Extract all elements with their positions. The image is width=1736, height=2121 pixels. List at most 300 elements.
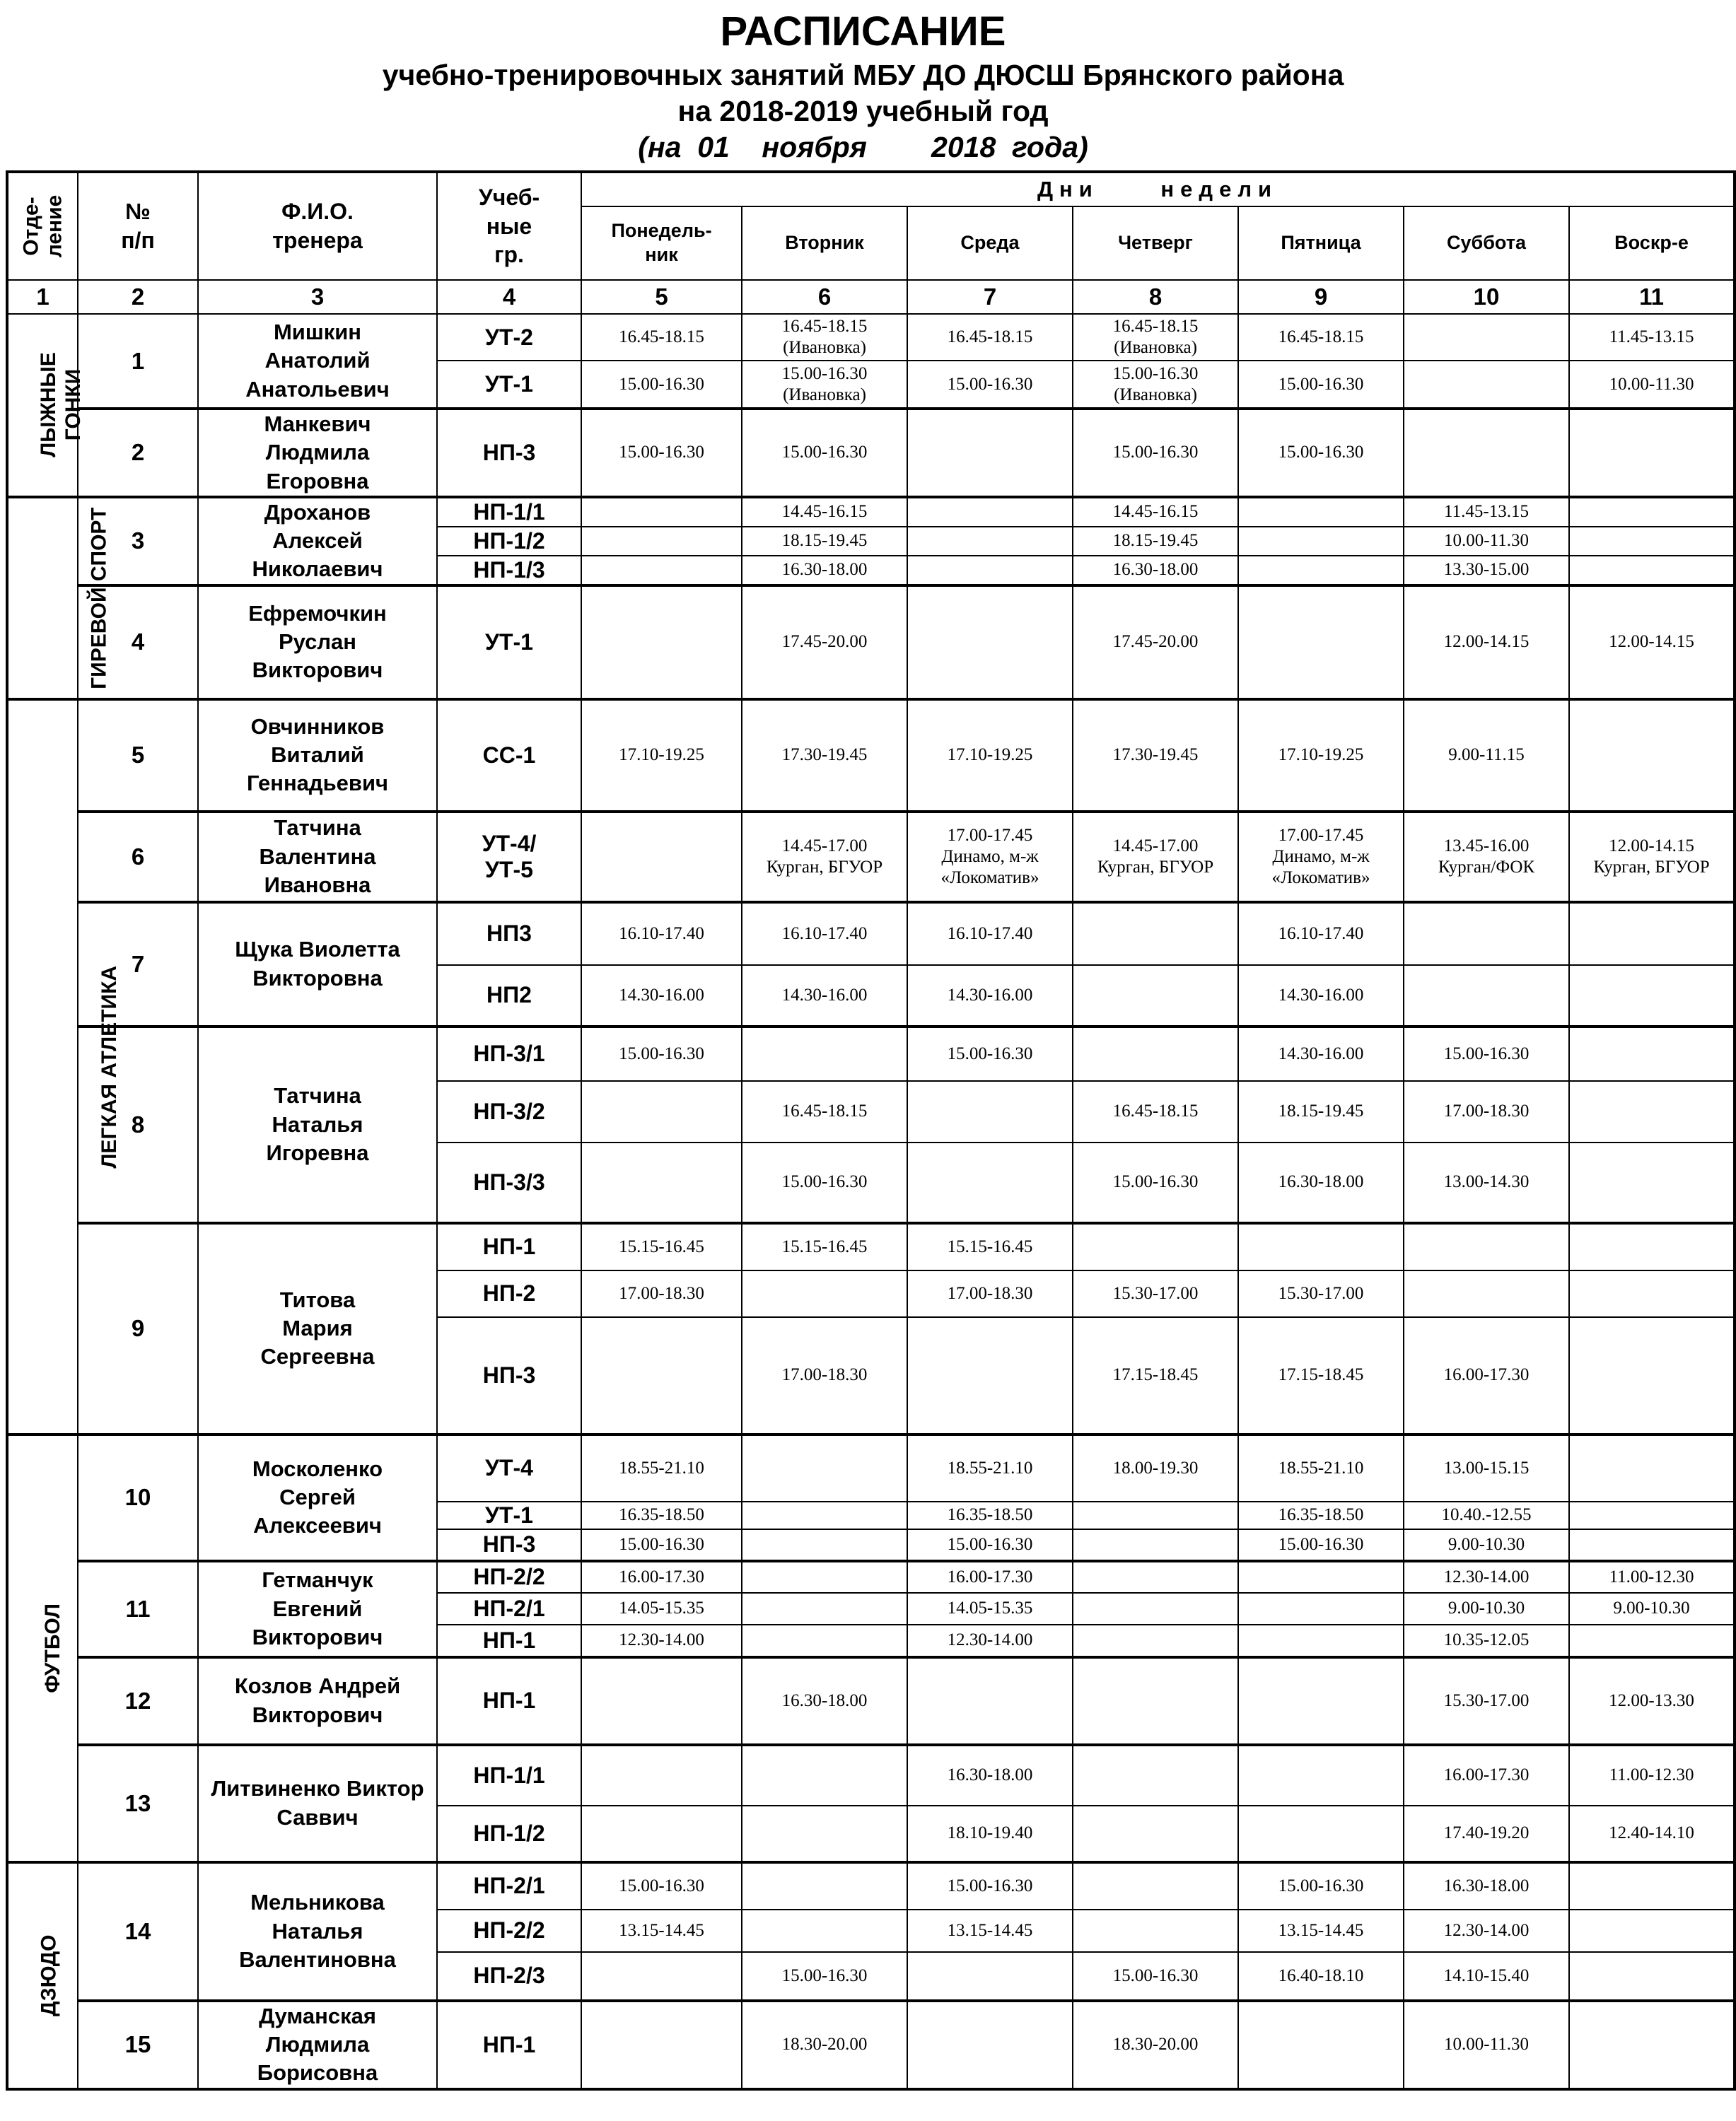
header-dept-label: Отде- ление	[19, 194, 66, 258]
column-number-1: 1	[7, 280, 78, 314]
time-cell-mon: 15.00-16.30	[581, 361, 742, 409]
time-cell-mon	[581, 1745, 742, 1806]
time-cell-fri	[1238, 2001, 1404, 2089]
time-cell-thu: 18.30-20.00	[1073, 2001, 1238, 2089]
time-cell-wed: 16.45-18.15	[907, 314, 1073, 361]
group-name: УТ-4	[437, 1435, 581, 1502]
schedule-row	[7, 1745, 1735, 1806]
trainer-name: Москоленко Сергей Алексеевич	[198, 1435, 437, 1561]
time-cell-mon: 17.10-19.25	[581, 699, 742, 812]
time-cell-tue	[742, 1593, 907, 1625]
group-name: НП-1	[437, 1657, 581, 1745]
time-cell-fri	[1238, 585, 1404, 699]
group-name: НП-1/3	[437, 556, 581, 585]
time-cell-mon	[581, 1657, 742, 1745]
time-cell-sun	[1569, 1270, 1735, 1317]
time-cell-sat: 15.00-16.30	[1404, 1027, 1569, 1081]
time-cell-fri	[1238, 556, 1404, 585]
time-cell-mon: 14.05-15.35	[581, 1593, 742, 1625]
time-cell-thu: 18.15-19.45	[1073, 527, 1238, 556]
time-cell-wed	[907, 527, 1073, 556]
time-cell-sat: 12.00-14.15	[1404, 585, 1569, 699]
time-cell-wed: 12.30-14.00	[907, 1625, 1073, 1657]
trainer-name: Титова Мария Сергеевна	[198, 1223, 437, 1435]
schedule-row	[7, 1862, 1735, 1910]
department-cell	[7, 497, 111, 699]
header-day-wed: Среда	[907, 206, 1073, 280]
group-name: НП-1	[437, 1223, 581, 1270]
time-cell-thu	[1073, 1806, 1238, 1862]
time-cell-mon	[581, 1143, 742, 1223]
time-cell-fri: 15.00-16.30	[1238, 361, 1404, 409]
time-cell-tue: 14.45-16.15	[742, 497, 907, 527]
header-day-sat: Суббота	[1404, 206, 1569, 280]
group-name: УТ-2	[437, 314, 581, 361]
time-cell-thu: 18.00-19.30	[1073, 1435, 1238, 1502]
time-cell-fri: 16.40-18.10	[1238, 1952, 1404, 2001]
schedule-row	[7, 1435, 1735, 1502]
trainer-name: Манкевич Людмила Егоровна	[198, 409, 437, 497]
trainer-number: 15	[78, 2001, 198, 2089]
group-name: УТ-1	[437, 1502, 581, 1529]
trainer-number: 13	[78, 1745, 198, 1862]
time-cell-tue: 14.30-16.00	[742, 965, 907, 1027]
schedule-row	[7, 497, 1735, 527]
time-cell-sun	[1569, 1952, 1735, 2001]
time-cell-mon: 14.30-16.00	[581, 965, 742, 1027]
column-number-2: 2	[78, 280, 198, 314]
time-cell-wed: 17.00-17.45 Динамо, м-ж «Локоматив»	[907, 812, 1073, 902]
group-name: СС-1	[437, 699, 581, 812]
time-cell-wed: 18.10-19.40	[907, 1806, 1073, 1862]
time-cell-tue: 15.00-16.30	[742, 409, 907, 497]
group-name: НП-3	[437, 409, 581, 497]
time-cell-mon	[581, 812, 742, 902]
time-cell-tue: 15.00-16.30	[742, 1143, 907, 1223]
time-cell-tue: 15.00-16.30	[742, 1952, 907, 2001]
time-cell-wed: 14.05-15.35	[907, 1593, 1073, 1625]
time-cell-sun	[1569, 556, 1735, 585]
schedule-row	[7, 2001, 1735, 2089]
time-cell-tue	[742, 1806, 907, 1862]
schedule-table	[6, 170, 1736, 2091]
time-cell-sun: 11.00-12.30	[1569, 1745, 1735, 1806]
time-cell-tue: 17.30-19.45	[742, 699, 907, 812]
schedule-row	[7, 1223, 1735, 1270]
time-cell-thu: 17.30-19.45	[1073, 699, 1238, 812]
time-cell-fri: 16.35-18.50	[1238, 1502, 1404, 1529]
trainer-name: Ефремочкин Руслан Викторович	[198, 585, 437, 699]
time-cell-tue	[742, 1910, 907, 1952]
trainer-name: Думанская Людмила Борисовна	[198, 2001, 437, 2089]
time-cell-wed	[907, 556, 1073, 585]
schedule-row	[7, 1657, 1735, 1745]
time-cell-wed	[907, 1317, 1073, 1435]
page-date: (на 01 ноября 2018 года)	[638, 131, 1088, 163]
time-cell-sat: 9.00-11.15	[1404, 699, 1569, 812]
time-cell-sun	[1569, 1223, 1735, 1270]
time-cell-sat: 17.40-19.20	[1404, 1806, 1569, 1862]
time-cell-thu	[1073, 1561, 1238, 1593]
schedule-row	[7, 314, 1735, 361]
time-cell-fri: 15.00-16.30	[1238, 1862, 1404, 1910]
time-cell-sat	[1404, 1270, 1569, 1317]
time-cell-tue: 14.45-17.00 Курган, БГУОР	[742, 812, 907, 902]
header-day-thu: Четверг	[1073, 206, 1238, 280]
trainer-number: 6	[78, 812, 198, 902]
time-cell-sun	[1569, 699, 1735, 812]
time-cell-tue	[742, 1502, 907, 1529]
time-cell-wed: 15.00-16.30	[907, 361, 1073, 409]
time-cell-sat: 9.00-10.30	[1404, 1529, 1569, 1561]
header-trainer: Ф.И.О. тренера	[198, 172, 437, 280]
time-cell-fri	[1238, 1625, 1404, 1657]
time-cell-mon: 15.15-16.45	[581, 1223, 742, 1270]
column-number-3: 3	[198, 280, 437, 314]
time-cell-mon: 15.00-16.30	[581, 1027, 742, 1081]
time-cell-thu	[1073, 1223, 1238, 1270]
time-cell-sun	[1569, 965, 1735, 1027]
header-dept	[7, 172, 78, 280]
time-cell-sat: 11.45-13.15	[1404, 497, 1569, 527]
group-name: НП2	[437, 965, 581, 1027]
time-cell-sat: 10.00-11.30	[1404, 2001, 1569, 2089]
time-cell-mon: 18.55-21.10	[581, 1435, 742, 1502]
time-cell-mon: 15.00-16.30	[581, 1529, 742, 1561]
time-cell-thu: 16.45-18.15	[1073, 1081, 1238, 1143]
time-cell-fri: 17.00-17.45 Динамо, м-ж «Локоматив»	[1238, 812, 1404, 902]
time-cell-mon: 15.00-16.30	[581, 1862, 742, 1910]
time-cell-fri	[1238, 497, 1404, 527]
group-name: НП-1/1	[437, 497, 581, 527]
schedule-row	[7, 699, 1735, 812]
column-number-4: 4	[437, 280, 581, 314]
trainer-number: 1	[78, 314, 198, 409]
time-cell-thu: 15.00-16.30	[1073, 409, 1238, 497]
group-name: НП-2/2	[437, 1561, 581, 1593]
time-cell-thu	[1073, 1502, 1238, 1529]
time-cell-mon	[581, 1081, 742, 1143]
time-cell-tue	[742, 1529, 907, 1561]
time-cell-wed: 16.00-17.30	[907, 1561, 1073, 1593]
department-name: ЛЕГКАЯ АТЛЕТИКА	[98, 965, 122, 1169]
time-cell-tue: 16.30-18.00	[742, 1657, 907, 1745]
time-cell-sun	[1569, 1862, 1735, 1910]
time-cell-fri: 15.00-16.30	[1238, 409, 1404, 497]
time-cell-wed	[907, 585, 1073, 699]
time-cell-wed	[907, 1952, 1073, 2001]
trainer-number: 9	[78, 1223, 198, 1435]
time-cell-sat	[1404, 965, 1569, 1027]
time-cell-sat: 12.30-14.00	[1404, 1561, 1569, 1593]
department-name: ДЗЮДО	[37, 1934, 61, 2016]
trainer-name: Овчинников Виталий Геннадьевич	[198, 699, 437, 812]
time-cell-thu: 16.45-18.15 (Ивановка)	[1073, 314, 1238, 361]
time-cell-mon	[581, 527, 742, 556]
time-cell-sun	[1569, 1502, 1735, 1529]
page-title: РАСПИСАНИЕ	[720, 8, 1006, 54]
group-name: НП3	[437, 902, 581, 965]
time-cell-sat: 17.00-18.30	[1404, 1081, 1569, 1143]
header-day-sun: Воскр-е	[1569, 206, 1735, 280]
group-name: УТ-1	[437, 585, 581, 699]
trainer-number: 14	[78, 1862, 198, 2001]
header-day-fri: Пятница	[1238, 206, 1404, 280]
time-cell-sun	[1569, 1081, 1735, 1143]
time-cell-thu	[1073, 1529, 1238, 1561]
time-cell-mon	[581, 497, 742, 527]
time-cell-sat: 16.00-17.30	[1404, 1745, 1569, 1806]
time-cell-mon: 17.00-18.30	[581, 1270, 742, 1317]
group-name: УТ-4/ УТ-5	[437, 812, 581, 902]
time-cell-sat: 13.00-15.15	[1404, 1435, 1569, 1502]
time-cell-wed: 18.55-21.10	[907, 1435, 1073, 1502]
time-cell-sat: 14.10-15.40	[1404, 1952, 1569, 2001]
time-cell-fri	[1238, 1593, 1404, 1625]
time-cell-fri: 17.15-18.45	[1238, 1317, 1404, 1435]
trainer-number: 3	[78, 497, 198, 585]
trainer-name: Мельникова Наталья Валентиновна	[198, 1862, 437, 2001]
time-cell-fri	[1238, 1657, 1404, 1745]
trainer-name: Козлов Андрей Викторович	[198, 1657, 437, 1745]
time-cell-sun	[1569, 527, 1735, 556]
schedule-row	[7, 812, 1735, 902]
time-cell-wed: 15.00-16.30	[907, 1027, 1073, 1081]
time-cell-sat: 16.00-17.30	[1404, 1317, 1569, 1435]
time-cell-fri: 16.30-18.00	[1238, 1143, 1404, 1223]
time-cell-sun: 12.00-14.15 Курган, БГУОР	[1569, 812, 1735, 902]
time-cell-fri	[1238, 1561, 1404, 1593]
time-cell-sat: 9.00-10.30	[1404, 1593, 1569, 1625]
time-cell-sat: 16.30-18.00	[1404, 1862, 1569, 1910]
time-cell-fri	[1238, 1745, 1404, 1806]
header-group: Учеб- ные гр.	[437, 172, 581, 280]
schedule-row	[7, 1027, 1735, 1081]
time-cell-mon	[581, 556, 742, 585]
header-day-tue: Вторник	[742, 206, 907, 280]
column-number-7: 7	[907, 280, 1073, 314]
time-cell-sun	[1569, 902, 1735, 965]
group-name: НП-3	[437, 1317, 581, 1435]
time-cell-mon	[581, 1806, 742, 1862]
time-cell-fri: 18.55-21.10	[1238, 1435, 1404, 1502]
trainer-name: Щука Виолетта Викторовна	[198, 902, 437, 1027]
time-cell-fri	[1238, 527, 1404, 556]
time-cell-wed: 16.35-18.50	[907, 1502, 1073, 1529]
time-cell-mon	[581, 585, 742, 699]
time-cell-wed	[907, 497, 1073, 527]
group-name: УТ-1	[437, 361, 581, 409]
time-cell-thu	[1073, 1593, 1238, 1625]
time-cell-tue	[742, 1270, 907, 1317]
time-cell-thu: 14.45-17.00 Курган, БГУОР	[1073, 812, 1238, 902]
group-name: НП-1/1	[437, 1745, 581, 1806]
time-cell-mon	[581, 1952, 742, 2001]
time-cell-wed	[907, 2001, 1073, 2089]
time-cell-sat: 13.45-16.00 Курган/ФОК	[1404, 812, 1569, 902]
time-cell-thu	[1073, 1910, 1238, 1952]
trainer-number: 5	[78, 699, 198, 812]
time-cell-tue: 16.30-18.00	[742, 556, 907, 585]
time-cell-tue	[742, 1561, 907, 1593]
time-cell-sun: 12.40-14.10	[1569, 1806, 1735, 1862]
time-cell-mon: 16.45-18.15	[581, 314, 742, 361]
time-cell-sun: 12.00-14.15	[1569, 585, 1735, 699]
time-cell-thu	[1073, 902, 1238, 965]
schedule-row	[7, 409, 1735, 497]
group-name: НП-3/2	[437, 1081, 581, 1143]
time-cell-sat	[1404, 1223, 1569, 1270]
time-cell-mon: 16.00-17.30	[581, 1561, 742, 1593]
trainer-number: 10	[78, 1435, 198, 1561]
time-cell-mon: 13.15-14.45	[581, 1910, 742, 1952]
department-cell	[7, 1862, 78, 2089]
time-cell-tue: 18.30-20.00	[742, 2001, 907, 2089]
group-name: НП-2/3	[437, 1952, 581, 2001]
time-cell-sun	[1569, 1529, 1735, 1561]
time-cell-wed: 17.10-19.25	[907, 699, 1073, 812]
time-cell-sun	[1569, 2001, 1735, 2089]
time-cell-thu: 17.15-18.45	[1073, 1317, 1238, 1435]
time-cell-sat: 10.00-11.30	[1404, 527, 1569, 556]
time-cell-thu	[1073, 1862, 1238, 1910]
time-cell-wed: 13.15-14.45	[907, 1910, 1073, 1952]
time-cell-mon	[581, 1317, 742, 1435]
trainer-number: 7	[78, 902, 198, 1027]
time-cell-thu	[1073, 965, 1238, 1027]
time-cell-sun	[1569, 1435, 1735, 1502]
trainer-name: Татчина Наталья Игоревна	[198, 1027, 437, 1223]
time-cell-sun	[1569, 1317, 1735, 1435]
time-cell-tue: 15.00-16.30 (Ивановка)	[742, 361, 907, 409]
time-cell-thu: 16.30-18.00	[1073, 556, 1238, 585]
time-cell-sun: 12.00-13.30	[1569, 1657, 1735, 1745]
time-cell-fri: 15.00-16.30	[1238, 1529, 1404, 1561]
time-cell-fri: 18.15-19.45	[1238, 1081, 1404, 1143]
time-cell-sat: 10.35-12.05	[1404, 1625, 1569, 1657]
time-cell-wed: 15.00-16.30	[907, 1862, 1073, 1910]
time-cell-tue: 17.00-18.30	[742, 1317, 907, 1435]
time-cell-fri: 13.15-14.45	[1238, 1910, 1404, 1952]
time-cell-wed	[907, 1143, 1073, 1223]
time-cell-fri: 14.30-16.00	[1238, 1027, 1404, 1081]
time-cell-tue: 15.15-16.45	[742, 1223, 907, 1270]
time-cell-tue: 16.45-18.15 (Ивановка)	[742, 314, 907, 361]
time-cell-wed: 14.30-16.00	[907, 965, 1073, 1027]
group-name: НП-1/2	[437, 1806, 581, 1862]
time-cell-thu	[1073, 1027, 1238, 1081]
time-cell-thu: 17.45-20.00	[1073, 585, 1238, 699]
group-name: НП-2/2	[437, 1910, 581, 1952]
trainer-name: Гетманчук Евгений Викторович	[198, 1561, 437, 1657]
time-cell-tue: 18.15-19.45	[742, 527, 907, 556]
time-cell-sat	[1404, 361, 1569, 409]
schedule-row	[7, 585, 1735, 699]
header-days-title: Дни недели	[581, 172, 1735, 206]
time-cell-sat	[1404, 902, 1569, 965]
trainer-name: Литвиненко Виктор Саввич	[198, 1745, 437, 1862]
time-cell-mon: 16.35-18.50	[581, 1502, 742, 1529]
department-name: ЛЫЖНЫЕ ГОНКИ	[36, 352, 85, 458]
time-cell-sat	[1404, 409, 1569, 497]
group-name: НП-1	[437, 1625, 581, 1657]
time-cell-thu: 15.00-16.30	[1073, 1952, 1238, 2001]
group-name: НП-2/1	[437, 1862, 581, 1910]
column-number-8: 8	[1073, 280, 1238, 314]
time-cell-wed: 15.00-16.30	[907, 1529, 1073, 1561]
page-subtitle: учебно-тренировочных занятий МБУ ДО ДЮСШ Брянского района	[382, 59, 1344, 91]
time-cell-sun: 10.00-11.30	[1569, 361, 1735, 409]
time-cell-thu: 15.30-17.00	[1073, 1270, 1238, 1317]
time-cell-sat	[1404, 314, 1569, 361]
time-cell-thu	[1073, 1657, 1238, 1745]
time-cell-mon: 15.00-16.30	[581, 409, 742, 497]
time-cell-sun: 11.00-12.30	[1569, 1561, 1735, 1593]
department-cell	[7, 699, 122, 1435]
time-cell-thu: 15.00-16.30	[1073, 1143, 1238, 1223]
time-cell-mon: 16.10-17.40	[581, 902, 742, 965]
group-name: НП-2/1	[437, 1593, 581, 1625]
time-cell-wed: 16.10-17.40	[907, 902, 1073, 965]
time-cell-mon	[581, 2001, 742, 2089]
group-name: НП-3	[437, 1529, 581, 1561]
department-cell	[7, 1435, 78, 1862]
time-cell-fri: 17.10-19.25	[1238, 699, 1404, 812]
column-number-10: 10	[1404, 280, 1569, 314]
time-cell-tue	[742, 1745, 907, 1806]
trainer-name: Дроханов Алексей Николаевич	[198, 497, 437, 585]
group-name: НП-2	[437, 1270, 581, 1317]
time-cell-sun	[1569, 1027, 1735, 1081]
column-number-11: 11	[1569, 280, 1735, 314]
time-cell-sun	[1569, 1625, 1735, 1657]
department-name: ФУТБОЛ	[41, 1603, 65, 1693]
time-cell-sat: 15.30-17.00	[1404, 1657, 1569, 1745]
time-cell-thu	[1073, 1625, 1238, 1657]
trainer-number: 12	[78, 1657, 198, 1745]
time-cell-wed: 17.00-18.30	[907, 1270, 1073, 1317]
schedule-row	[7, 902, 1735, 965]
page-subtitle-year: на 2018-2019 учебный год	[677, 95, 1049, 127]
time-cell-sun	[1569, 409, 1735, 497]
time-cell-thu: 15.00-16.30 (Ивановка)	[1073, 361, 1238, 409]
time-cell-sun	[1569, 1910, 1735, 1952]
trainer-number: 11	[78, 1561, 198, 1657]
trainer-number: 4	[78, 585, 198, 699]
time-cell-wed	[907, 409, 1073, 497]
time-cell-tue	[742, 1027, 907, 1081]
time-cell-wed: 16.30-18.00	[907, 1745, 1073, 1806]
department-name: ГИРЕВОЙ СПОРТ	[87, 507, 111, 689]
department-cell	[7, 314, 85, 497]
time-cell-tue	[742, 1862, 907, 1910]
trainer-number: 8	[78, 1027, 198, 1223]
time-cell-mon: 12.30-14.00	[581, 1625, 742, 1657]
time-cell-tue	[742, 1625, 907, 1657]
time-cell-sat: 13.30-15.00	[1404, 556, 1569, 585]
trainer-number: 2	[78, 409, 198, 497]
time-cell-fri: 16.10-17.40	[1238, 902, 1404, 965]
group-name: НП-3/3	[437, 1143, 581, 1223]
trainer-name: Мишкин Анатолий Анатольевич	[198, 314, 437, 409]
column-number-5: 5	[581, 280, 742, 314]
time-cell-wed	[907, 1657, 1073, 1745]
time-cell-sun	[1569, 497, 1735, 527]
time-cell-fri: 16.45-18.15	[1238, 314, 1404, 361]
time-cell-thu: 14.45-16.15	[1073, 497, 1238, 527]
time-cell-sat: 10.40.-12.55	[1404, 1502, 1569, 1529]
time-cell-fri	[1238, 1223, 1404, 1270]
